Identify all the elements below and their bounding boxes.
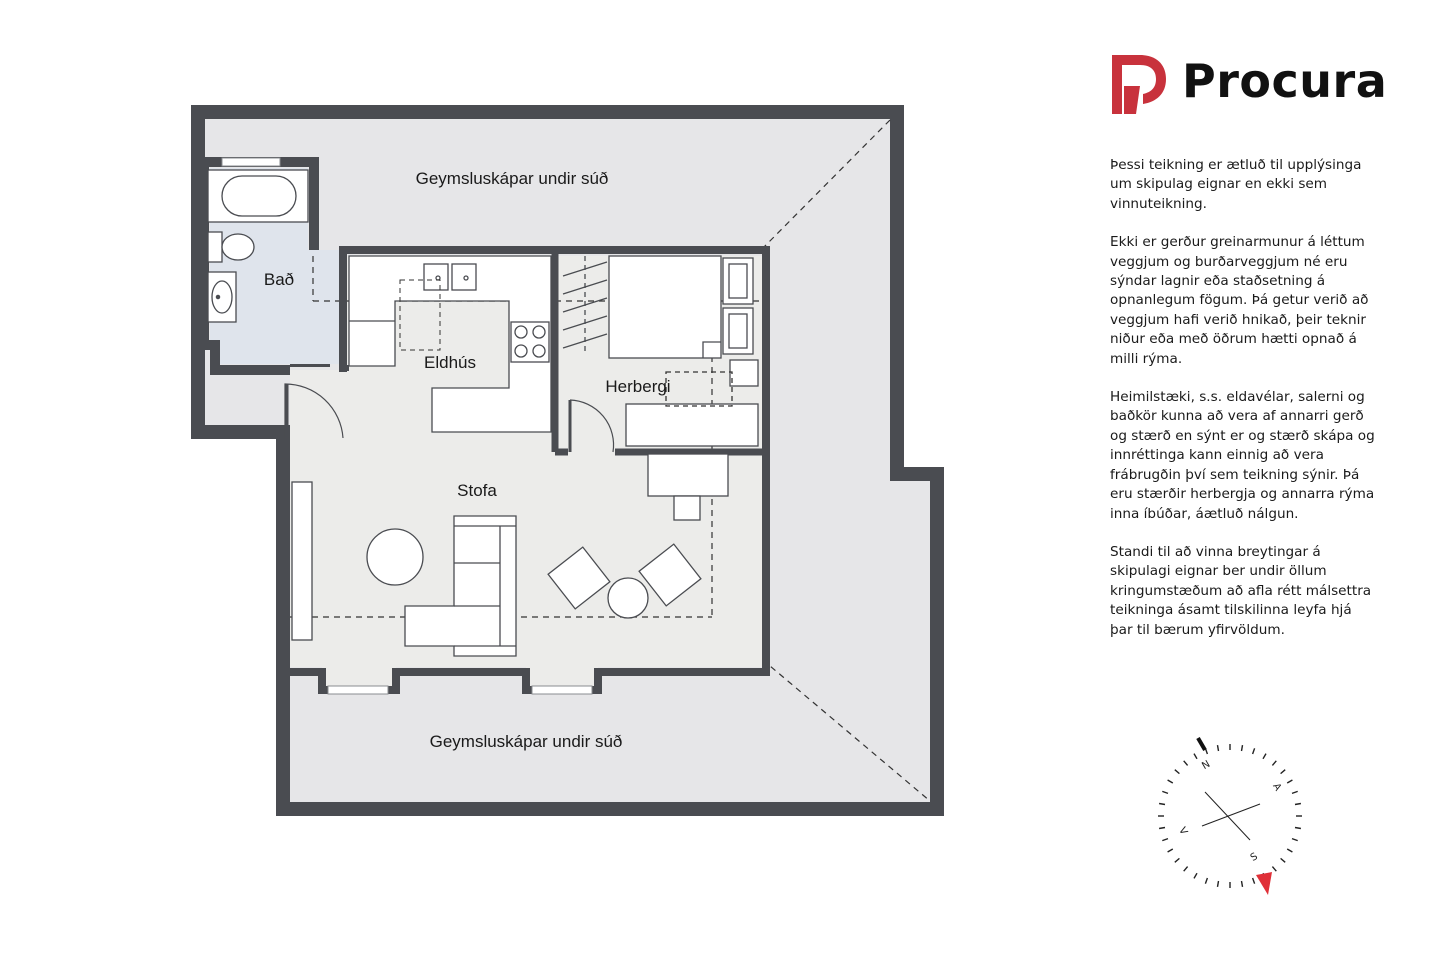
compass-tick — [1205, 878, 1207, 884]
compass-tick — [1272, 867, 1276, 872]
label-storage-bottom: Geymsluskápar undir súð — [429, 732, 623, 751]
compass-tick — [1218, 881, 1219, 887]
bathtub — [208, 170, 308, 222]
compass-tick — [1242, 745, 1243, 751]
label-bedroom: Herbergi — [605, 377, 671, 396]
compass-tick — [1159, 804, 1165, 805]
compass-tick — [1242, 881, 1243, 887]
compass-tick — [1218, 745, 1219, 751]
compass-tick — [1292, 791, 1298, 793]
compass-tick — [1162, 839, 1168, 841]
compass-tick — [1159, 828, 1165, 829]
disclaimer-paragraph: Ekki er gerður greinarmunur á léttum veggjum og burðarveggjum né eru sýndar lagnir eða staðsetning á opnanlegum fögum. Þá getur verið að veggjum hafi verið hnikað, þeir teknir niður eða með öðrum hætti opnað á milli rýma. — [1110, 234, 1369, 367]
compass-tick — [1184, 761, 1188, 766]
compass-tick — [1253, 748, 1255, 754]
compass-tick — [1168, 849, 1173, 852]
compass-tick — [1194, 873, 1197, 878]
label-bathroom: Bað — [263, 270, 295, 289]
compass-ticks — [1158, 744, 1302, 888]
disclaimer-paragraph: Þessi teikning er ætluð til upplýsinga um skipulag eignar en ekki sem vinnuteikning. — [1110, 157, 1362, 212]
compass-tick — [1168, 780, 1173, 783]
disclaimer-text — [1110, 156, 1375, 659]
compass-tick — [1194, 754, 1197, 759]
compass-south-arrow — [1256, 872, 1272, 895]
compass-east-label: A — [1270, 781, 1284, 793]
compass-tick — [1281, 770, 1286, 774]
compass-tick — [1175, 858, 1180, 862]
label-storage-top: Geymsluskápar undir súð — [415, 169, 609, 188]
compass-tick — [1295, 828, 1301, 829]
compass-tick — [1272, 761, 1276, 766]
compass-cross — [1202, 792, 1260, 840]
compass-tick — [1287, 780, 1292, 783]
sink — [208, 272, 236, 322]
compass-west-label: V — [1176, 825, 1190, 837]
compass-tick — [1292, 839, 1298, 841]
compass-tick — [1162, 791, 1168, 793]
compass-north-label: N — [1200, 758, 1213, 773]
compass-tick — [1175, 770, 1180, 774]
disclaimer-paragraph: Heimilstæki, s.s. eldavélar, salerni og baðkör kunna að vera af annarri gerð og stærð en sýnt er og stærð skápa og innréttinga kann einnig að vera frábrugðin því sem teikning sýnir. Þá eru stærðir herbergja og annarra rýma inna íbúðar, áætluð nálgun. — [1110, 389, 1375, 522]
compass-south-label: S — [1248, 851, 1260, 864]
compass-tick — [1263, 754, 1266, 759]
label-kitchen: Eldhús — [424, 353, 476, 372]
compass-north-marker — [1198, 738, 1205, 750]
compass-tick — [1253, 878, 1255, 884]
compass-tick — [1287, 849, 1292, 852]
label-living-room: Stofa — [457, 481, 497, 500]
compass-tick — [1184, 867, 1188, 872]
compass-icon — [1150, 730, 1310, 900]
bed — [609, 256, 721, 358]
procura-logo-icon — [1110, 52, 1170, 122]
toilet — [208, 232, 254, 262]
compass-tick — [1281, 858, 1286, 862]
disclaimer-paragraph: Standi til að vinna breytingar á skipulagi eignar ber undir öllum kringumstæðum að afla rétt málsettra teikninga ásamt tilskilinna leyfa hjá þar til bærum yfirvöldum. — [1110, 543, 1372, 638]
compass-tick — [1295, 804, 1301, 805]
brand-name: Procura — [1182, 54, 1388, 108]
bathroom-sliding-door — [290, 364, 330, 367]
